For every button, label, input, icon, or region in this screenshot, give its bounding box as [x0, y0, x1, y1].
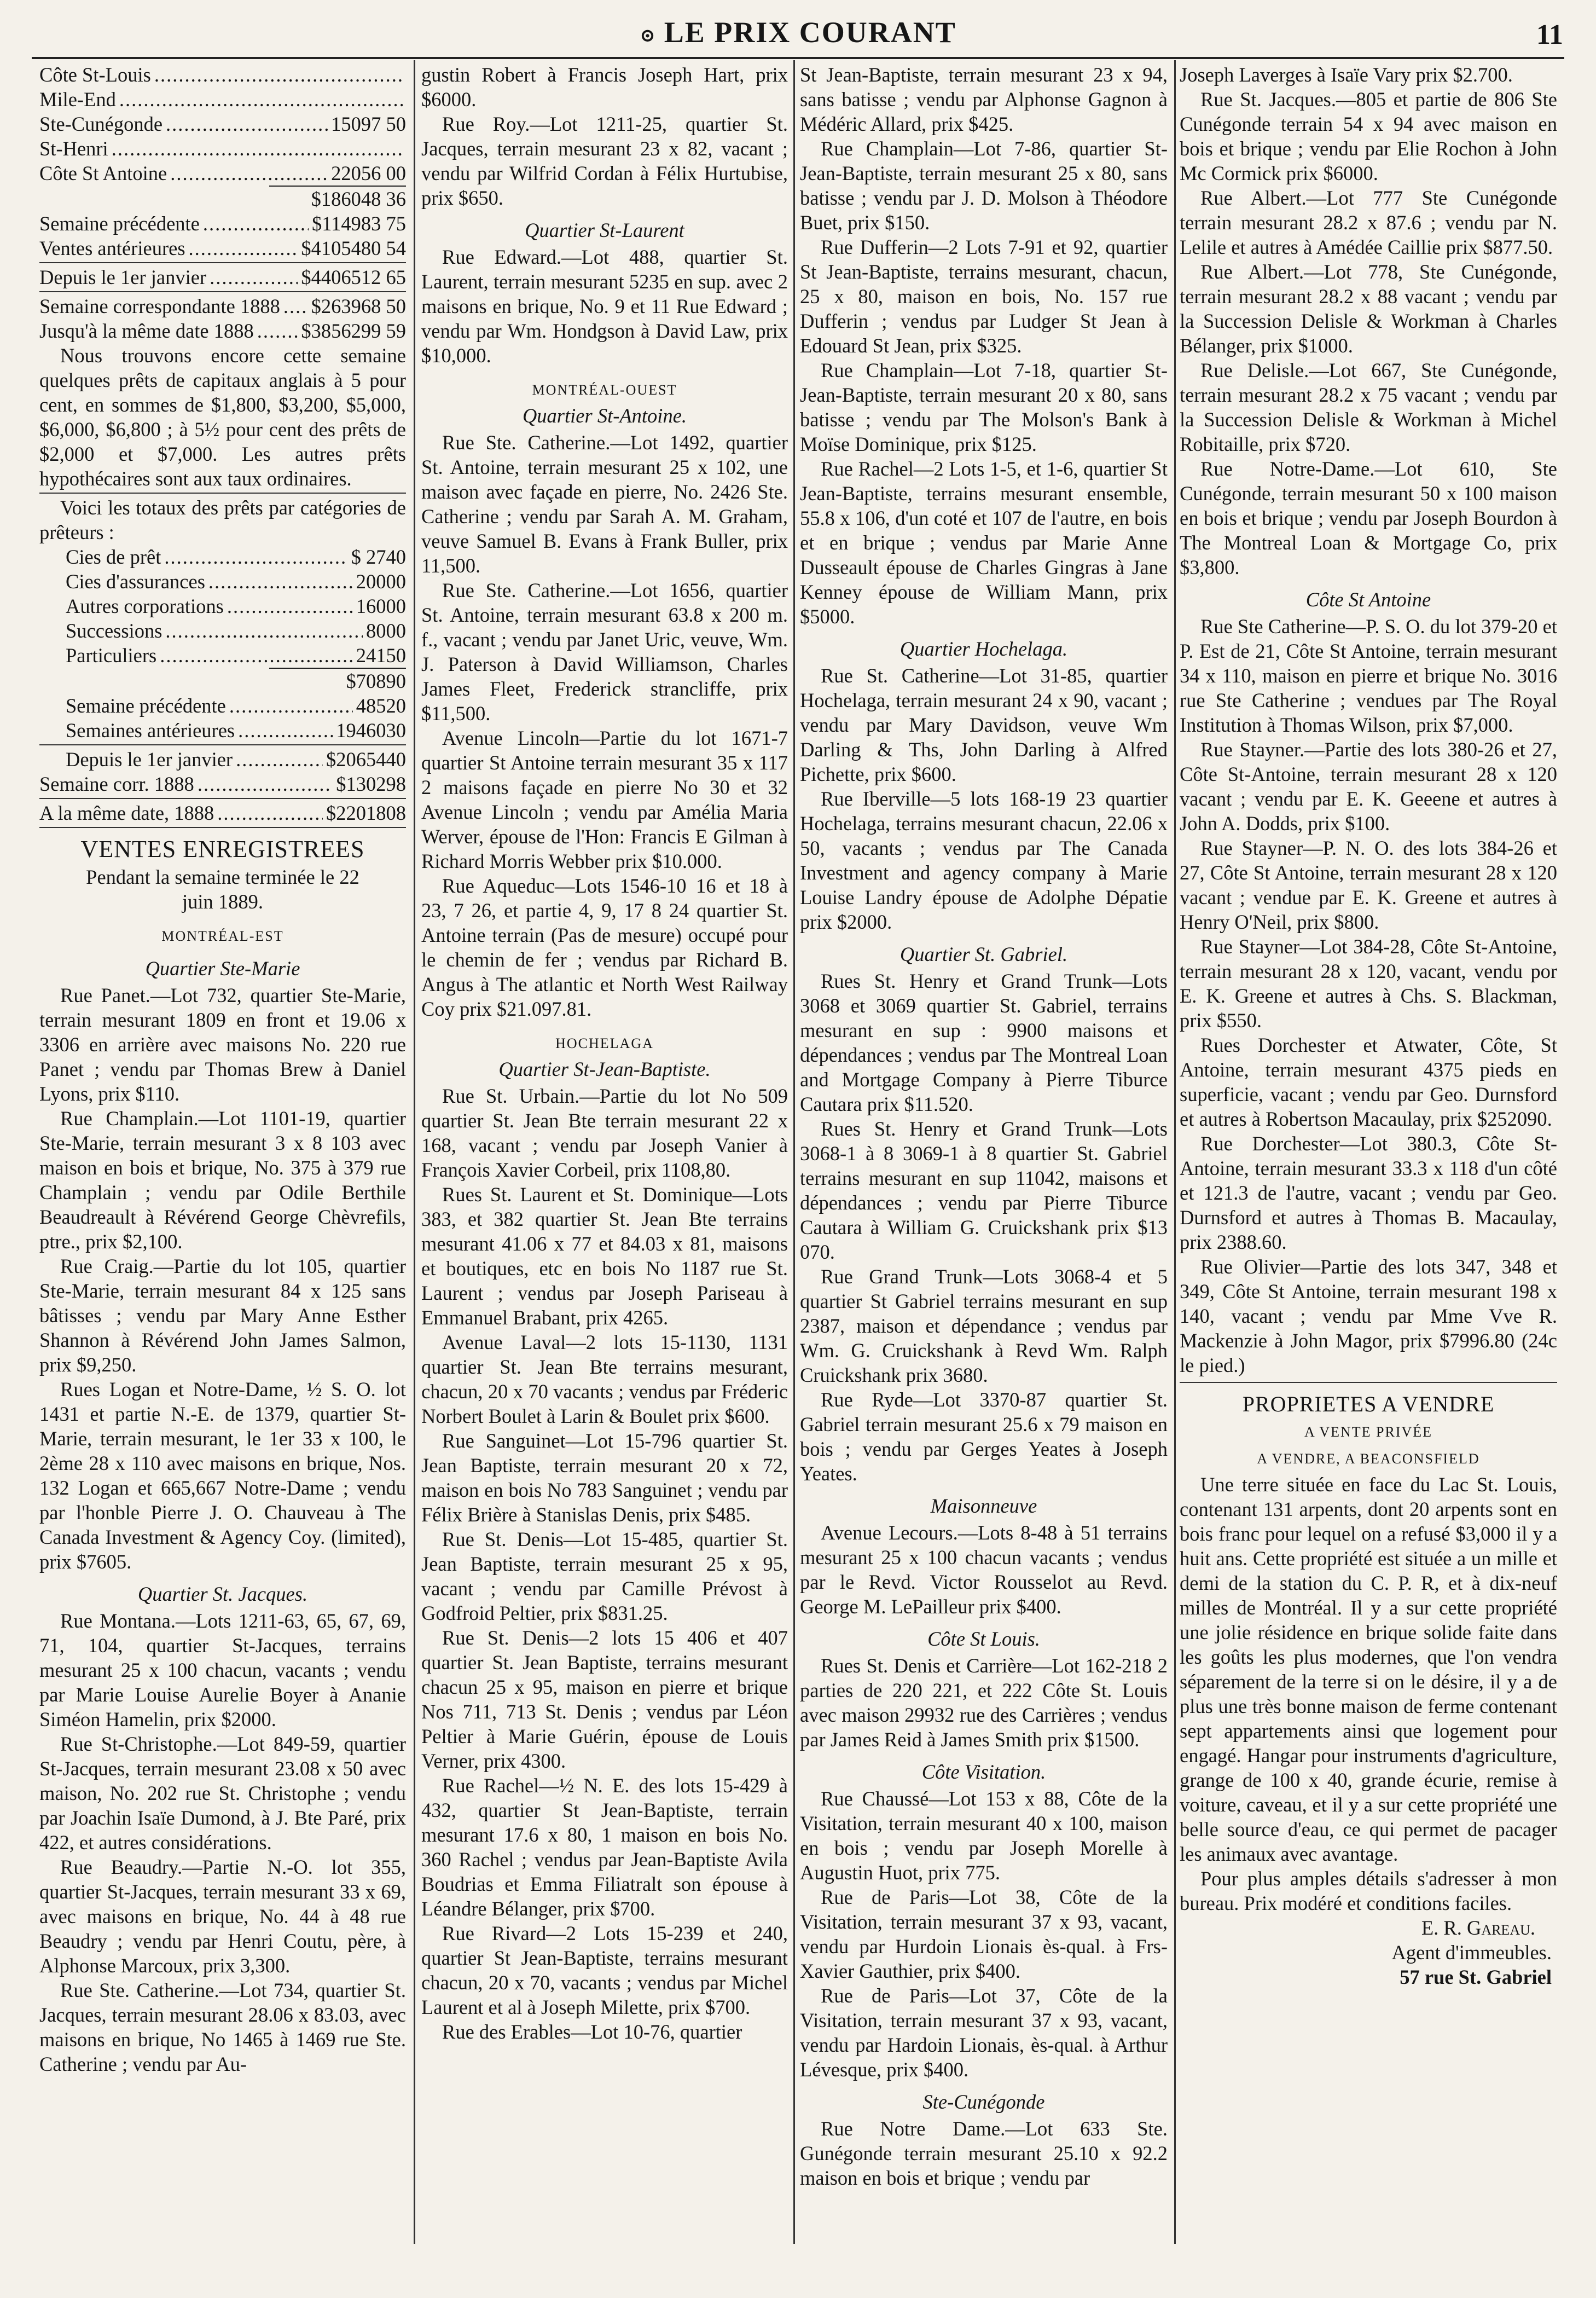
quarter-heading: Quartier St. Jacques. — [137, 1583, 308, 1605]
sale-entry: Rue Albert.—Lot 777 Ste Cunégonde terrain mesurant 28.2 x 87.6 ; vendu par N. Lelile et autres à Amédée Caillie prix $877.50. — [1180, 187, 1557, 258]
sale-entry: Rue Grand Trunk—Lots 3068-4 et 5 quartier St Gabriel terrains mesurant en sup 2387, maison et dépendance ; vendus par Wm. G. Cruickshank à Revd Wm. Ralph Cruickshank prix 3680. — [800, 1265, 1168, 1386]
sale-entry: St Jean-Baptiste, terrain mesurant 23 x 94, sans batisse ; vendu par Alphonse Gagnon à Médéric Allard, prix $425. — [800, 63, 1168, 135]
sale-entry: gustin Robert à Francis Joseph Hart, prix $6000. — [421, 63, 788, 111]
sale-entry: Rue Panet.—Lot 732, quartier Ste-Marie, terrain mesurant 1809 en front et 19.06 x 3306 en arrière avec maisons No. 220 rue Panet ; vendu par Thomas Brew à Daniel Lyons, prix $110. — [39, 984, 406, 1105]
sale-entry: Rue Rachel—2 Lots 1-5, et 1-6, quartier St Jean-Baptiste, terrains mesurant ensemble, 55.8 x 106, d'un coté et 107 de l'autre, en bois et en brique ; vendus par Marie Anne Dusseault épouse de Charles Gingras à Jane Kenney épouse de William Mann, prix $5000. — [800, 458, 1168, 628]
column-3 — [800, 62, 1168, 2246]
sale-entry: Rue Stayner—Lot 384-28, Côte St-Antoine, terrain mesurant 28 x 120, vacant, vendu por E. K. Greene et autres à Chs. S. Blackman, prix $550. — [1180, 935, 1557, 1032]
signature-address: 57 rue St. Gabriel — [1400, 1966, 1552, 1988]
signature-name: E. R. Gareau. — [1421, 1917, 1535, 1939]
subsection-heading: A VENDRE, A BEACONSFIELD — [1257, 1451, 1480, 1467]
sale-entry: Rue St. Denis—Lot 15-485, quartier St. Jean Baptiste, terrain mesurant 25 x 95, vacant ; vendu par Camille Prévost à Godfroid Peltier, prix $831.25. — [421, 1528, 788, 1624]
stat-row: Côte St Antoine ..... 22056 00 — [39, 161, 406, 186]
advert-text: Une terre située en face du Lac St. Louis, contenant 131 arpents, dont 20 arpents sont en bois franc pour lequel on a refusé $3,000 il y a huit ans. Cette propriété est située a un mille et demi de la station du C. P. R, et à dix-neuf milles de Montréal. Il y a sur cette propriété une jolie résidence en brique solide faite dans les goûts les plus modernes, que l'on vendra séparement de la terre si on le désire, il y a de plus une très bonne maison de ferme contenant sept appartements ainsi que logement pour engagé. Hangar pour instruments d'agriculture, grange de 100 x 40, grande écurie, remise à voiture, caveau, et il y a sur cette propriété une belle source d'eau, ce qui permet de pacager les animaux avec avantage. — [1180, 1473, 1557, 1865]
city-heading: MONTRÉAL-EST — [161, 928, 284, 944]
stat-row: Depuis le 1er janvier ..... $2065440 — [39, 747, 406, 772]
sale-entry: Rue Chaussé—Lot 153 x 88, Côte de la Visitation, terrain mesurant 40 x 100, maison en bois ; vendu par Joseph Morelle à Augustin Huot, prix 775. — [800, 1787, 1168, 1884]
stat-row: Semaine corr. 1888 ..... $130298 — [39, 772, 406, 796]
quarter-heading: Quartier St. Gabriel. — [899, 943, 1068, 965]
sale-entry: Rue St. Catherine—Lot 31-85, quartier Hochelaga, terrain mesurant 24 x 90, vacant ; vendu par Mary Davidson, veuve Wm Darling & Ths, John Darling à Alfred Pichette, prix $600. — [800, 664, 1168, 785]
sale-entry: Rue Champlain—Lot 7-86, quartier St-Jean-Baptiste, terrain mesurant 25 x 80, sans batisse ; vendu par J. D. Molson à Théodore Buet, prix $150. — [800, 137, 1168, 234]
section-title: PROPRIETES A VENDRE — [1242, 1392, 1495, 1416]
stat-subtotal: $70890 — [346, 670, 406, 692]
sale-entry: Rue Montana.—Lots 1211-63, 65, 67, 69, 71, 104, quartier St-Jacques, terrains mesurant 25 x 100 chacun, vacants ; vendu par Marie Louise Aurelie Boyer à Ananie Siméon Hamelin, prix $2000. — [39, 1610, 406, 1730]
sale-entry: Rue Notre Dame.—Lot 633 Ste. Gunégonde terrain mesurant 25.10 x 92.2 maison en bois et brique ; vendu par — [800, 2117, 1168, 2189]
quarter-heading: Quartier Ste-Marie — [145, 957, 300, 980]
stat-row: Autres corporations ..... 16000 — [39, 594, 406, 618]
sale-entry: Rues St. Denis et Carrière—Lot 162-218 2 parties de 220 221, et 222 Côte St. Louis avec maison 29932 rue des Carrières ; vendus par James Reid à James Smith prix $1500. — [800, 1654, 1168, 1751]
paragraph: Nous trouvons encore cette semaine quelques prêts de capitaux anglais à 5 pour cent, en sommes de $1,800, $3,200, $5,000, $6,000, $6,800 ; à 5½ pour cent des prêts de $2,000 et $7,000. Les autres prêts hypothécaires sont aux taux ordinaires. — [39, 344, 406, 490]
column-4 — [1180, 62, 1557, 2246]
sale-entry: Rue Dorchester—Lot 380.3, Côte St-Antoine, terrain mesurant 33.3 x 118 d'un côté et 121.3 de l'autre, vacant ; vendu par Geo. Durnsford et autres à Thomas B. Macaulay, prix 2388.60. — [1180, 1132, 1557, 1253]
sale-entry: Rue Notre-Dame.—Lot 610, Ste Cunégonde, terrain mesurant 50 x 100 maison en bois et brique ; vendu par Joseph Bourdon à The Montreal Loan & Mortgage Co, prix $3,800. — [1180, 458, 1557, 578]
quarter-heading: Maisonneuve — [930, 1495, 1037, 1517]
sale-entry: Rue St. Jacques.—805 et partie de 806 Ste Cunégonde terrain 54 x 94 avec maison en bois et brique ; vendu par Elie Rochon à John Mc Cormick prix $6000. — [1180, 88, 1557, 184]
column-rule-3 — [1174, 60, 1176, 2244]
quarter-heading: Quartier St-Jean-Baptiste. — [498, 1058, 711, 1080]
stat-row: Mile-End ..... — [39, 87, 406, 112]
sale-entry: Avenue Laval—2 lots 15-1130, 1131 quartier St. Jean Bte terrains mesurant, chacun, 20 x 70 vacants ; vendus par Fréderic Norbert Boulet à Larin & Boulet prix $600. — [421, 1331, 788, 1427]
sale-entry: Rue Stayner.—Partie des lots 380-26 et 27, Côte St-Antoine, terrain mesurant 28 x 120 vacant ; vendu par E. K. Geeene et autres à John A. Dodds, prix $100. — [1180, 738, 1557, 835]
sale-entry: Rues Logan et Notre-Dame, ½ S. O. lot 1431 et partie N.-E. de 1379, quartier St-Marie, terrain mesurant, le 1er 33 x 100, le 2ème 28 x 110 avec maisons en brique, Nos. 132 Logan et 665,667 Notre-Dame ; vendu par l'honble Pierre J. O. Chauveau à The Canada Investment & Agency Coy. (limited), prix $7605. — [39, 1378, 406, 1573]
sale-entry: Rue Champlain.—Lot 1101-19, quartier Ste-Marie, terrain mesurant 3 x 8 103 avec maison en bois et brique, No. 375 à 379 rue Champlain ; vendu par Odile Berthile Beaudreault à Révérend George Chèvrefils, ptre., prix $2,100. — [39, 1107, 406, 1253]
city-heading: MONTRÉAL-OUEST — [532, 382, 677, 398]
stat-row: Semaine précédente ..... $114983 75 — [39, 211, 406, 236]
stat-row: Ventes antérieures ..... $4105480 54 — [39, 236, 406, 261]
sale-entry: Rue Rachel—½ N. E. des lots 15-429 à 432, quartier St Jean-Baptiste, terrain mesurant 17.6 x 80, 1 maison en bois No. 360 Rachel ; vendus par Jean-Baptiste Avila Boudrias et Emma Filiatralt son épouse à Léandre Bélanger, prix $700. — [421, 1774, 788, 1920]
sale-entry: Rue Rivard—2 Lots 15-239 et 240, quartier St Jean-Baptiste, terrains mesurant chacun, 20 x 70, vacants ; vendus par Michel Laurent et al à Joseph Milette, prix $700. — [421, 1922, 788, 2018]
sale-entry: Rue Albert.—Lot 778, Ste Cunégonde, terrain mesurant 28.2 x 88 vacant ; vendu par la Succession Delisle & Workman à Charles Bélanger, prix $1000. — [1180, 261, 1557, 357]
sale-entry: Rue Beaudry.—Partie N.-O. lot 355, quartier St-Jacques, terrain mesurant 33 x 69, avec maisons en brique, No. 44 à 48 rue Beaudry ; vendu par Henri Coutu, père, à Alphonse Marcoux, prix 3,300. — [39, 1856, 406, 1977]
sale-entry: Rues St. Laurent et St. Dominique—Lots 383, et 382 quartier St. Jean Bte terrains mesurant 41.06 x 77 et 84.03 x 81, maisons et boutiques, etc en bois No 1187 rue St. Laurent ; vendus par Joseph Pariseau à Emmanuel Brabant, prix 4265. — [421, 1183, 788, 1329]
column-1 — [39, 62, 406, 2246]
sale-entry: Rue des Erables—Lot 10-76, quartier — [442, 2021, 742, 2043]
sale-entry: Avenue Lincoln—Partie du lot 1671-7 quartier St Antoine terrain mesurant 35 x 117 2 maisons façade en pierre No 30 et 32 Avenue Lincoln ; vendu par Amélia Maria Werver, épouse de l'Hon: Francis E Gilman à Richard Morris Webber prix $10.000. — [421, 727, 788, 872]
subsection-heading: A VENTE PRIVÉE — [1304, 1424, 1433, 1440]
sale-entry: Rue St. Denis—2 lots 15 406 et 407 quartier St. Jean Baptiste, terrains mesurant chacun 25 x 95, maison en pierre et brique Nos 711, 713 St. Denis ; vendus par Léon Peltier à Marie Guérin, épouse de Louis Verner, prix 4300. — [421, 1626, 788, 1772]
city-heading: HOCHELAGA — [555, 1035, 654, 1051]
sale-entry: Rue Ste Catherine—P. S. O. du lot 379-20 et P. Est de 21, Côte St Antoine, terrain mesurant 34 x 110, maison en pierre et brique No. 3016 rue Ste Catherine ; vendues par The Royal Institution à Thomas Wilson, prix $7,000. — [1180, 615, 1557, 736]
sale-entry: Rue Roy.—Lot 1211-25, quartier St. Jacques, terrain mesurant 23 x 82, vacant ; vendu par Wilfrid Cordan à Félix Hurtubise, prix $650. — [421, 113, 788, 209]
sale-entry: Rue Ste. Catherine.—Lot 1656, quartier St. Antoine, terrain mesurant 63.8 x 200 m. f., vacant ; vendu par Janet Uric, veuve, Wm. J. Paterson à David Williamson, Charles James Fleet, Frederick strancliffe, prix $11,500. — [421, 579, 788, 725]
section-title: VENTES ENREGISTREES — [80, 836, 365, 863]
quarter-heading: Quartier Hochelaga. — [899, 638, 1068, 660]
page-number: 11 — [1536, 19, 1563, 50]
sale-entry: Rues St. Henry et Grand Trunk—Lots 3068 et 3069 quartier St. Gabriel, terrains mesurant en sup : 9900 maisons et dépendances ; vendus par The Montreal Loan and Mortgage Company à Pierre Tiburce Cautara prix $11.520. — [800, 970, 1168, 1115]
sale-entry: Rue Olivier—Partie des lots 347, 348 et 349, Côte St Antoine, terrain mesurant 198 x 140, vacant ; vendu par Mme Vve R. Mackenzie à John Magor, prix $7996.80 (24c le pied.) — [1180, 1255, 1557, 1376]
masthead — [0, 15, 1596, 49]
paragraph: Voici les totaux des prêts par catégories de prêteurs : — [39, 496, 406, 543]
quarter-heading: Côte Visitation. — [921, 1761, 1046, 1783]
quarter-heading: Ste-Cunégonde — [922, 2091, 1045, 2113]
stat-row: Semaine correspondante 1888 ..... $263968 50 — [39, 294, 406, 319]
column-rule-2 — [793, 60, 795, 2244]
stat-row: Cies d'assurances ..... 20000 — [39, 569, 406, 594]
sale-entry: Rue de Paris—Lot 38, Côte de la Visitation, terrain mesurant 37 x 93, vacant, vendu par Hurdoin Lionais ès-qual. à Frs-Xavier Gauthier, prix $400. — [800, 1886, 1168, 1982]
sale-entry: Rue Craig.—Partie du lot 105, quartier Ste-Marie, terrain mesurant 84 x 125 sans bâtisses ; vendu par Mary Anne Esther Shannon à Révérend John James Salmon, prix $9,250. — [39, 1255, 406, 1376]
sale-entry: Rue Sanguinet—Lot 15-796 quartier St. Jean Baptiste, terrain mesurant 20 x 72, maison en bois No 783 Sanguinet ; vendu par Félix Brière à Stanislas Denis, prix $485. — [421, 1429, 788, 1526]
column-rule-1 — [414, 60, 415, 2244]
advert-text: Pour plus amples détails s'adresser à mon bureau. Prix modéré et conditions faciles. — [1180, 1867, 1557, 1914]
sale-entry: Rue Stayner—P. N. O. des lots 384-26 et 27, Côte St Antoine, terrain mesurant 28 x 120 vacant ; vendue par E. K. Greene et autres à Henry O'Neil, prix $800. — [1180, 837, 1557, 933]
quarter-heading: Quartier St-Laurent — [525, 219, 684, 241]
sale-entry: Rues St. Henry et Grand Trunk—Lots 3068-1 à 8 3069-1 à 8 quartier St. Gabriel terrains mesurant en sup 11042, maisons et dépendances ; vendu par Pierre Tiburce Cautara à William G. Cruickshank prix $13 070. — [800, 1118, 1168, 1263]
stat-row: Semaines antérieures ..... 1946030 — [39, 718, 406, 743]
section-subtitle: Pendant la semaine terminée le 22 juin 1889. — [86, 866, 359, 913]
stat-row: Ste-Cunégonde ..... 15097 50 — [39, 112, 406, 136]
quarter-heading: Quartier St-Antoine. — [522, 404, 687, 427]
stat-row: Semaine précédente ..... 48520 — [39, 693, 406, 718]
masthead-title: LE PRIX COURANT — [664, 16, 956, 49]
quarter-heading: Côte St Louis. — [927, 1628, 1040, 1650]
sale-entry: Joseph Laverges à Isaïe Vary prix $2.700. — [1180, 63, 1513, 86]
sale-entry: Rues Dorchester et Atwater, Côte, St Antoine, terrain mesurant 4375 pieds en superficie, vacant ; vendu par Geo. Durnsford et autres à Robertson Macaulay, prix $252090. — [1180, 1034, 1557, 1130]
sale-entry: Rue de Paris—Lot 37, Côte de la Visitation, terrain mesurant 37 x 93, vacant, vendu par Hardoin Lionais, ès-qual. à Arthur Lévesque, prix $400. — [800, 1984, 1168, 2081]
sale-entry: Rue Ste. Catherine.—Lot 1492, quartier St. Antoine, terrain mesurant 25 x 102, une maison avec façade en pierre, No. 2426 Ste. Catherine ; vendu par Sarah A. M. Graham, veuve Samuel B. Evans à Frank Buller, prix 11,500. — [421, 431, 788, 577]
sale-entry: Rue Iberville—5 lots 168-19 23 quartier Hochelaga, terrains mesurant chacun, 22.06 x 50, vacants ; vendus par The Canada Investment and agency company à Marie Louise Landry épouse de Adolphe Dépatie prix $2000. — [800, 788, 1168, 933]
stat-row: Jusqu'à la même date 1888 ..... $3856299 59 — [39, 319, 406, 343]
sale-entry: Rue Dufferin—2 Lots 7-91 et 92, quartier St Jean-Baptiste, terrains mesurant, chacun, 25 x 80, maison en bois, No. 157 rue Dufferin ; vendus par Ludger St Jean à Edouard St Jean, prix $325. — [800, 236, 1168, 357]
sale-entry: Rue Champlain—Lot 7-18, quartier St-Jean-Baptiste, terrain mesurant 20 x 80, sans batisse ; vendu par The Molson's Bank à Moïse Dominique, prix $125. — [800, 359, 1168, 455]
stat-row: Depuis le 1er janvier ..... $4406512 65 — [39, 265, 406, 290]
header-rule — [32, 57, 1564, 59]
sale-entry: Rue St-Christophe.—Lot 849-59, quartier St-Jacques, terrain mesurant 23.08 x 50 avec maison, No. 202 rue St. Christophe ; vendu par Joachin Isaïe Dumond, à J. Bte Paré, prix 422, et autres considérations. — [39, 1733, 406, 1854]
stat-row: Particuliers ..... 24150 — [39, 643, 406, 668]
sale-entry: Rue St. Urbain.—Partie du lot No 509 quartier St. Jean Bte terrain mesurant 22 x 168, vacant ; vendu par Joseph Vanier à François Xavier Corbeil, prix 1108,80. — [421, 1085, 788, 1181]
stat-row: St-Henri ..... — [39, 136, 406, 161]
stat-row: Côte St-Louis ..... — [39, 62, 406, 87]
stat-subtotal: $186048 36 — [311, 188, 406, 210]
sale-entry: Rue Aqueduc—Lots 1546-10 16 et 18 à 23, 7 26, et partie 4, 9, 17 8 24 quartier St. Antoine terrain (Pas de mesure) occupé pour le chemin de fer ; vendus par Richard B. Angus à The atlantic et North West Railway Coy prix $21.097.81. — [421, 875, 788, 1020]
sale-entry: Rue Ste. Catherine.—Lot 734, quartier St. Jacques, terrain mesurant 28.06 x 83.03, avec maisons en brique, No 1465 à 1469 rue Ste. Catherine ; vendu par Au- — [39, 1979, 406, 2075]
signature-title: Agent d'immeubles. — [1391, 1941, 1552, 1964]
column-2 — [421, 62, 788, 2246]
sale-entry: Rue Ryde—Lot 3370-87 quartier St. Gabriel terrain mesurant 25.6 x 79 maison en bois ; vendu par Gerges Yeates à Joseph Yeates. — [800, 1388, 1168, 1485]
stat-row: A la même date, 1888 ..... $2201808 — [39, 801, 406, 825]
sale-entry: Avenue Lecours.—Lots 8-48 à 51 terrains mesurant 25 x 100 chacun vacants ; vendus par le Revd. Victor Rousselot au Revd. George M. LePailleur prix $400. — [800, 1521, 1168, 1618]
stat-row: Cies de prêt ..... $ 2740 — [39, 545, 406, 569]
sale-entry: Rue Delisle.—Lot 667, Ste Cunégonde, terrain mesurant 28.2 x 75 vacant ; vendu par la Succession Delisle & Workman à Michel Robitaille, prix $720. — [1180, 359, 1557, 455]
ornament-icon: ⊙ — [640, 25, 657, 46]
sale-entry: Rue Edward.—Lot 488, quartier St. Laurent, terrain mesurant 5235 en sup. avec 2 maisons en brique, No. 9 et 11 Rue Edward ; vendu par Wm. Hondgson à David Law, prix $10,000. — [421, 246, 788, 367]
stat-row: Successions ..... 8000 — [39, 618, 406, 643]
quarter-heading: Côte St Antoine — [1305, 588, 1431, 611]
